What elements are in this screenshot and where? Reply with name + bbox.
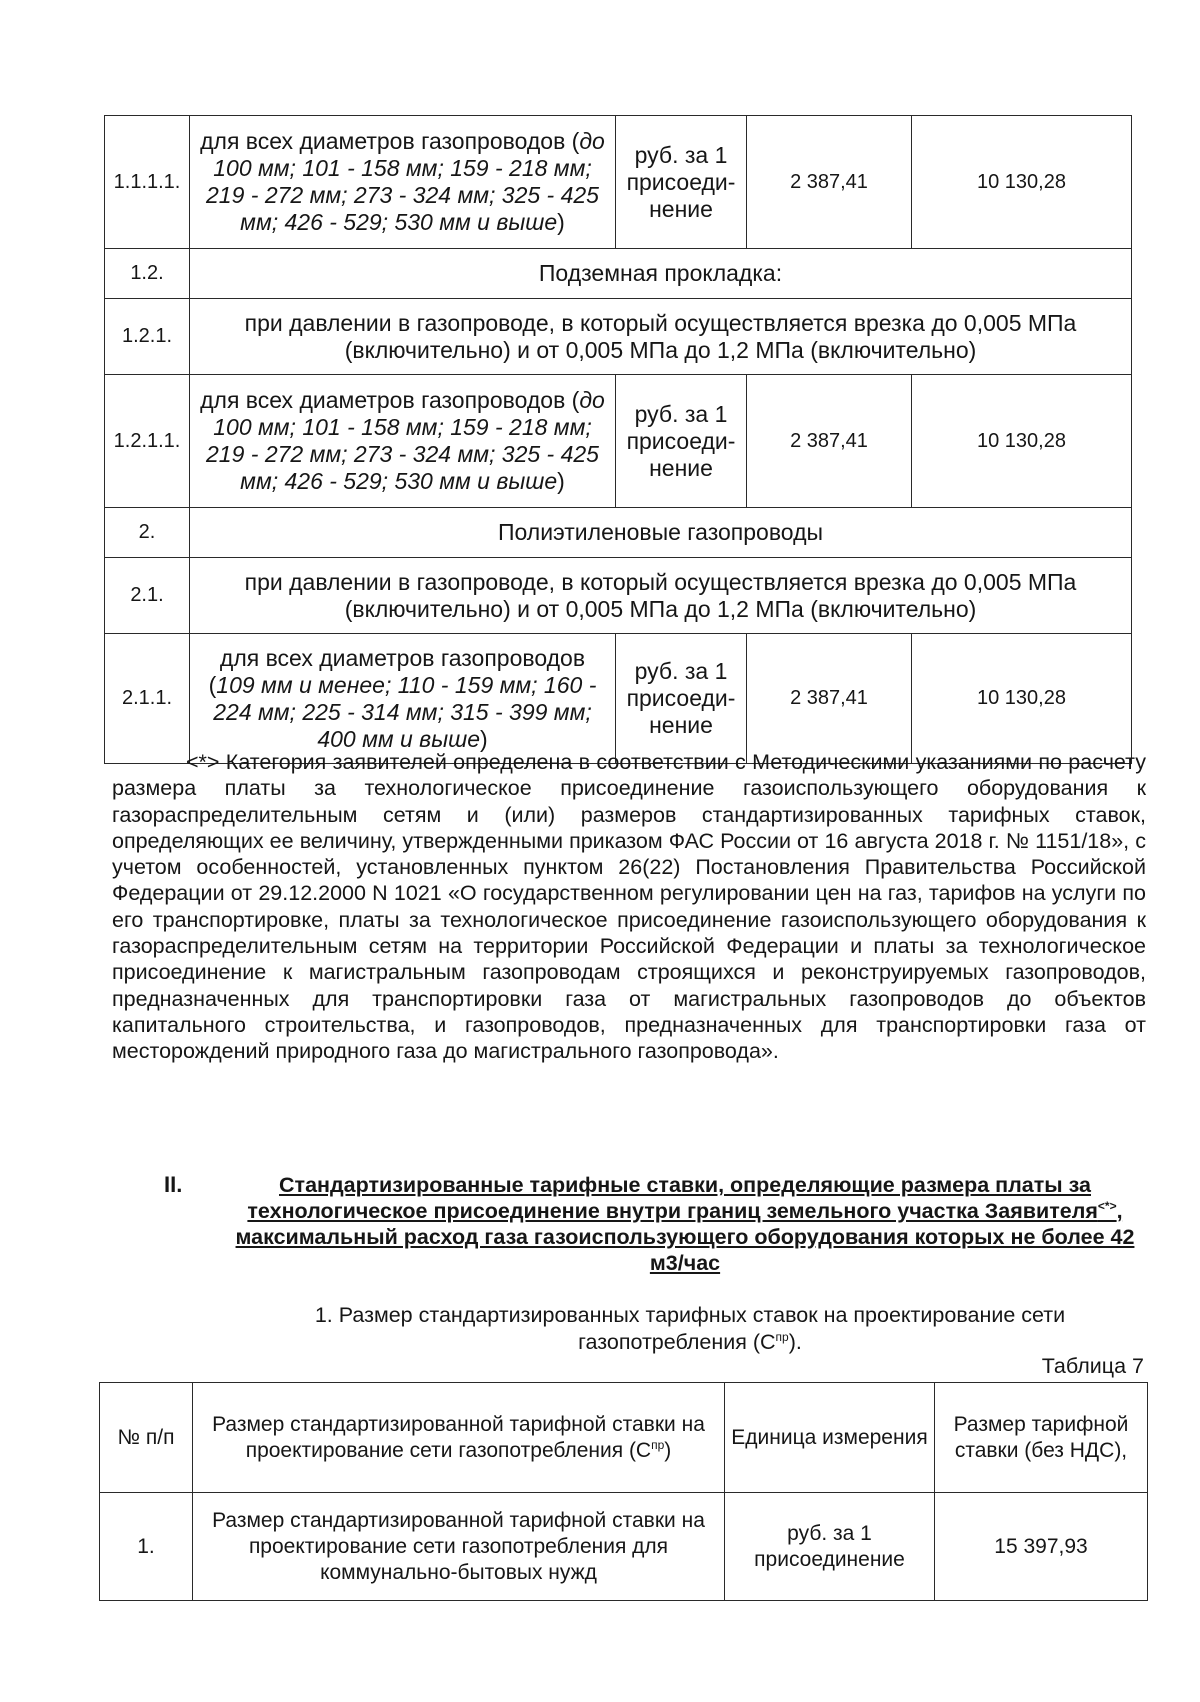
row-num: 1.2.1.1. [105, 375, 190, 508]
row-num: 1.2.1. [105, 299, 190, 375]
row-desc-close: ) [557, 468, 565, 494]
row-value: 15 397,93 [935, 1493, 1148, 1601]
header-desc-close: ) [664, 1438, 672, 1462]
row-value-1: 2 387,41 [747, 116, 912, 249]
subsection-title [260, 1302, 1120, 1356]
row-value-2: 10 130,28 [912, 634, 1132, 764]
row-desc-italic: до 100 мм; 101 - 158 мм; 159 - 218 мм; 219 - 272 мм; 273 - 324 мм; 325 - 425 мм; 426 - 529; 530 мм и выше [206, 387, 605, 494]
header-unit: Единица измерения [725, 1383, 935, 1493]
row-value-1: 2 387,41 [747, 634, 912, 764]
row-section-text: при давлении в газопроводе, в который осуществляется врезка до 0,005 МПа (включительно) и от 0,005 МПа до 1,2 МПа (включительно) [190, 299, 1132, 375]
table-row [105, 558, 1132, 634]
table-header-row [100, 1383, 1148, 1493]
row-value-1: 2 387,41 [747, 375, 912, 508]
header-rate: Размер тарифной ставки (без НДС), [935, 1383, 1148, 1493]
header-desc [193, 1383, 725, 1493]
footnote-text: <*> Категория заявителей определена в соответствии с Методическими указаниями по расчету размера платы за технологическое присоединение газоиспользующего оборудования к газораспределительным сетям и (или) размеров стандартизированных тарифных ставок, определяющих ее величину, утвержденными приказом ФАС России от 16 августа 2018 г. № 1151/18», с учетом особенностей, установленных пунктом 26(22) Постановления Правительства Российской Федерации от 29.12.2000 N 1021 «О государственном регулировании цен на газ, тарифов на услуги по его транспортировке, платы за технологическое присоединение газоиспользующего оборудования к газораспределительным сетям на территории Российской Федерации и платы за технологическое присоединение к магистральным газопроводам строящихся и реконструируемых газопроводов, предназначенных для транспортировки газа от магистральных газопроводов до объектов капитального строительства, и газопроводов, предназначенных для транспортировки газа от месторождений природного газа до магистрального газопровода». [112, 750, 1146, 1064]
row-num: 1.1.1.1. [105, 116, 190, 249]
row-num: 2.1.1. [105, 634, 190, 764]
table-row [105, 508, 1132, 558]
subsection-close: ). [788, 1330, 802, 1354]
row-unit: руб. за 1 присоеди-нение [616, 634, 747, 764]
table-row [100, 1493, 1148, 1601]
row-num: 2. [105, 508, 190, 558]
tariff-table-7 [99, 1382, 1148, 1601]
subsection-text: 1. Размер стандартизированных тарифных ставок на проектирование сети газопотребления (С [314, 1303, 1066, 1354]
row-unit: руб. за 1 присоеди-нение [616, 116, 747, 249]
row-desc-close: ) [557, 209, 565, 235]
row-desc-plain: для всех диаметров газопроводов ( [200, 387, 580, 413]
row-desc-italic: 109 мм и менее; 110 - 159 мм; 160 - 224 мм; 225 - 314 мм; 315 - 399 мм; 400 мм и выше [213, 671, 597, 752]
row-value-2: 10 130,28 [912, 116, 1132, 249]
table-row [105, 116, 1132, 249]
header-num: № п/п [100, 1383, 193, 1493]
table-row [105, 249, 1132, 299]
table-row [105, 299, 1132, 375]
row-desc-plain: для всех диаметров газопроводов ( [208, 644, 586, 698]
section-title-footnote-mark: <*> [1097, 1198, 1117, 1213]
row-num: 2.1. [105, 558, 190, 634]
section-number: II. [164, 1172, 183, 1197]
row-desc-close: ) [480, 725, 488, 752]
row-desc-plain: для всех диаметров газопроводов ( [200, 128, 580, 154]
section-title [235, 1172, 1135, 1276]
row-desc: Размер стандартизированной тарифной ставки на проектирование сети газопотребления для коммунально-бытовых нужд [193, 1493, 725, 1601]
section-title-part2: , максимальный расход газа газоиспользующего оборудования которых не более 42 м3/час [235, 1199, 1135, 1275]
row-num: 1.2. [105, 249, 190, 299]
row-num: 1. [100, 1493, 193, 1601]
section-title-part1: Стандартизированные тарифные ставки, определяющие размера платы за технологическое присоединение внутри границ земельного участка Заявителя [247, 1173, 1098, 1223]
table-label: Таблица 7 [1041, 1354, 1144, 1378]
row-section-text: Полиэтиленовые газопроводы [190, 508, 1132, 558]
row-desc [190, 634, 616, 764]
row-desc [190, 375, 616, 508]
row-section-text: при давлении в газопроводе, в который осуществляется врезка до 0,005 МПа (включительно) и от 0,005 МПа до 1,2 МПа (включительно) [190, 558, 1132, 634]
header-desc-text: Размер стандартизированной тарифной ставки на проектирование сети газопотребления (С [212, 1412, 705, 1462]
table-row [105, 634, 1132, 764]
table-row [105, 375, 1132, 508]
row-unit: руб. за 1 присоеди-нение [616, 375, 747, 508]
row-desc [190, 116, 616, 249]
row-section-text: Подземная прокладка: [190, 249, 1132, 299]
tariff-table-top [104, 115, 1132, 764]
row-desc-italic: до 100 мм; 101 - 158 мм; 159 - 218 мм; 219 - 272 мм; 273 - 324 мм; 325 - 425 мм; 426 - 529; 530 мм и выше [206, 128, 605, 235]
header-desc-sup: пр [651, 1437, 665, 1452]
subsection-sup: пр [775, 1329, 789, 1344]
row-value-2: 10 130,28 [912, 375, 1132, 508]
row-unit: руб. за 1 присоединение [725, 1493, 935, 1601]
